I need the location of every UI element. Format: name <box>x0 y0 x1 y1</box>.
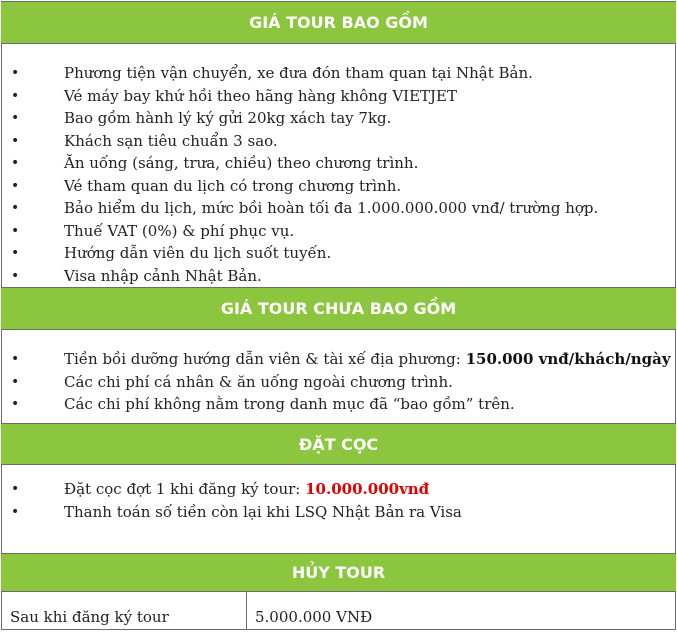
deposit-list <box>1 478 676 523</box>
cancel-header <box>1 553 676 592</box>
list-item: • Khách sạn tiêu chuẩn 3 sao. <box>1 130 676 153</box>
deposit-amount: 10.000.000vnđ <box>305 480 430 498</box>
bullet-icon: • <box>11 245 20 261</box>
bullet-icon: • <box>11 373 20 390</box>
cancel-title: HỦY TOUR <box>291 563 386 582</box>
cancel-condition: Sau khi đăng ký tour <box>10 608 169 626</box>
excluded-header <box>1 287 676 330</box>
list-item: • Bao gồm hành lý ký gửi 20kg xách tay 7kg. <box>1 107 676 130</box>
excluded-list <box>1 348 676 416</box>
list-item: • Các chi phí không nằm trong danh mục đã “bao gồm” trên. <box>1 393 676 416</box>
bullet-icon: • <box>11 351 20 367</box>
column-divider <box>246 592 247 629</box>
deposit-header <box>1 423 676 465</box>
included-header <box>1 1 676 44</box>
bullet-icon: • <box>11 65 20 81</box>
list-item: • Vé máy bay khứ hồi theo hãng hàng không VIETJET <box>1 85 676 108</box>
bullet-icon: • <box>11 110 20 126</box>
included-title: GIÁ TOUR BAO GỒM <box>249 13 428 32</box>
bullet-icon: • <box>11 396 20 412</box>
bullet-icon: • <box>11 503 20 520</box>
bullet-icon: • <box>11 267 20 284</box>
list-item: • Phương tiện vận chuyển, xe đưa đón tham quan tại Nhật Bản. <box>1 62 676 85</box>
list-item: • Ăn uống (sáng, trưa, chiều) theo chương trình. <box>1 152 676 175</box>
bullet-icon: • <box>11 481 20 497</box>
bullet-icon: • <box>11 155 20 171</box>
cancel-fee: 5.000.000 VNĐ <box>255 608 373 626</box>
list-item: • Vé tham quan du lịch có trong chương trình. <box>1 175 676 198</box>
list-item: • Tiền bồi dưỡng hướng dẫn viên & tài xế địa phương: 150.000 vnđ/khách/ngày <box>1 348 676 371</box>
included-list <box>1 62 676 287</box>
bullet-icon: • <box>11 222 20 239</box>
cancel-row <box>1 591 676 629</box>
deposit-title: ĐẶT CỌC <box>298 434 379 454</box>
list-item: • Đặt cọc đợt 1 khi đăng ký tour: 10.000.000vnđ <box>1 478 676 501</box>
excluded-title: GIÁ TOUR CHƯA BAO GỒM <box>220 299 457 318</box>
list-item: • Thuế VAT (0%) & phí phục vụ. <box>1 220 676 243</box>
tip-amount: 150.000 vnđ/khách/ngày <box>465 350 671 368</box>
list-item: • Thanh toán số tiền còn lại khi LSQ Nhật Bản ra Visa <box>1 501 676 524</box>
list-item: • Visa nhập cảnh Nhật Bản. <box>1 265 676 288</box>
list-item: • Hướng dẫn viên du lịch suốt tuyến. <box>1 242 676 265</box>
bullet-icon: • <box>11 87 20 104</box>
bullet-icon: • <box>11 200 20 216</box>
list-item: • Bảo hiểm du lịch, mức bồi hoàn tối đa 1.000.000.000 vnđ/ trường hợp. <box>1 197 676 220</box>
list-item: • Các chi phí cá nhân & ăn uống ngoài chương trình. <box>1 371 676 394</box>
bullet-icon: • <box>11 177 20 194</box>
bullet-icon: • <box>11 132 20 149</box>
